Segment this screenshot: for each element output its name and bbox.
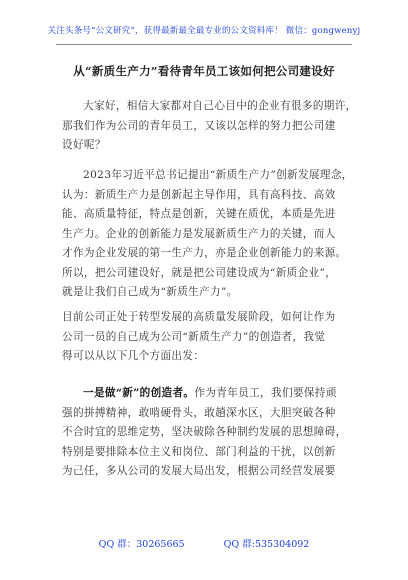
paragraph-intro: [62, 97, 357, 156]
paragraph-line: 能、高质量特征，特点是创新，关键在质优，本质是先进: [62, 208, 336, 220]
paragraph-text: 作为青年员工，我们要保持顽: [194, 387, 337, 399]
paragraph-line: 那我们作为公司的青年员工，又该以怎样的努力把公司建: [62, 119, 336, 132]
paragraph-line: 不合时宜的思维定势，坚决破除各种制约发展的思想障碍，: [62, 426, 347, 438]
paragraph-line: 设好呢？: [62, 139, 106, 151]
footer-qq-group-1: QQ 群：30265665: [98, 539, 185, 550]
paragraph-line: 得可以从以下几个方面出发：: [62, 350, 205, 362]
header-divider: [56, 44, 352, 45]
footer-qq-group-2: QQ 群:535304092: [223, 539, 310, 550]
paragraph-line: 大家好，相信大家都对自己心目中的企业有很多的期许，: [83, 100, 357, 112]
page-title: 从“新质生产力”看待青年员工该如何把公司建设好: [73, 64, 335, 78]
paragraph-line: 为己任，多从公司的发展大局出发，根据公司经营发展要: [62, 465, 336, 477]
paragraph-line: 目前公司正处于转型发展的高质量发展阶段，如何让作为: [62, 311, 336, 323]
paragraph-line: 2023年习近平总书记提出“新质生产力”创新发展理念，: [83, 169, 353, 181]
paragraph-line: 认为：新质生产力是创新起主导作用，具有高科技、高效: [62, 188, 336, 201]
paragraph-line: 就是让我们自己成为“新质生产力”。: [62, 286, 238, 298]
top-banner: 关注头条号“公文研究”，获得最新最全最专业的公文资料库！ 微信：gongwenyj: [47, 26, 361, 36]
paragraph-new-productivity: [62, 166, 352, 303]
paragraph-line: 强的拼搏精神，敢啃硬骨头，敢趟深水区，大胆突破各种: [62, 406, 336, 419]
point-heading: 一是做“新”的创造者。: [83, 387, 195, 399]
footer-contacts: [0, 536, 408, 550]
paragraph-point-one: [62, 384, 352, 482]
paragraph-line: 生产力。企业的创新能力是发展新质生产力的关键，而人: [62, 227, 336, 240]
paragraph-line: 所以，把公司建设好，就是把公司建设成为“新质企业”，: [62, 266, 337, 279]
paragraph-line: [62, 384, 352, 404]
paragraph-line: 才作为企业发展的第一生产力，亦是企业创新能力的来源。: [62, 247, 347, 259]
paragraph-line: 公司一员的自己成为公司“新质生产力”的创造者，我觉: [62, 330, 326, 343]
paragraph-transition: [62, 308, 352, 367]
paragraph-line: 特别是要排除本位主义和岗位、部门利益的干扰，以创新: [62, 445, 336, 458]
